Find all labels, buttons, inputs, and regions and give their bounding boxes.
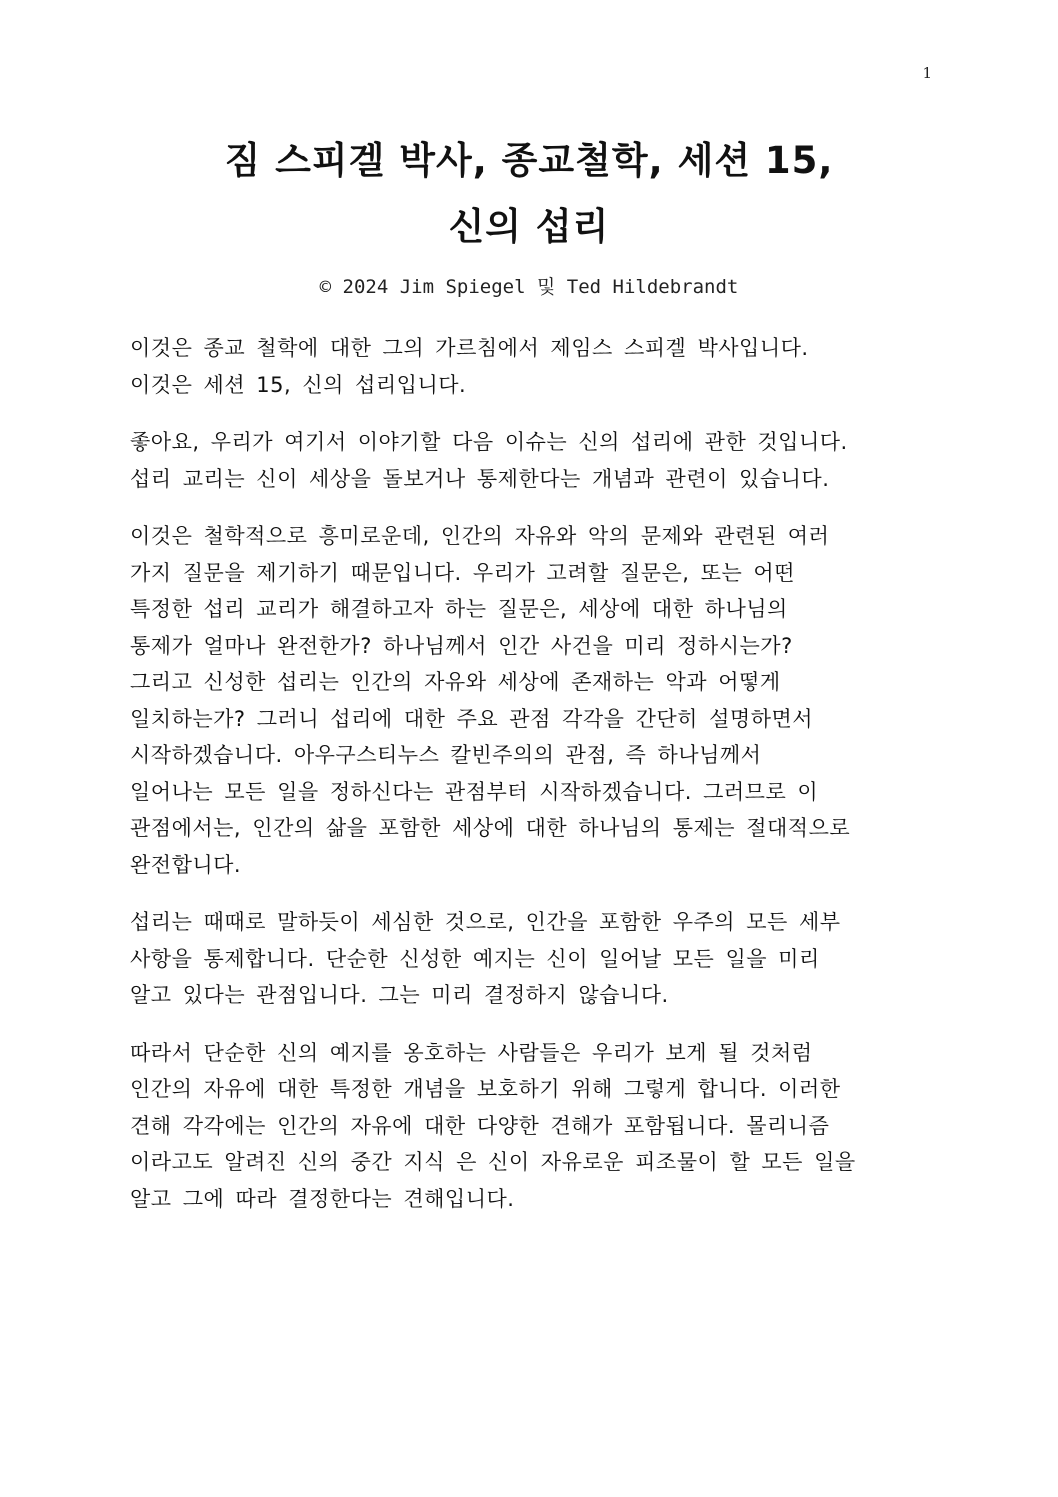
document-body <box>130 330 940 1238</box>
document-header <box>0 128 1058 299</box>
text-line: 시작하겠습니다. 아우구스티누스 칼빈주의의 관점, 즉 하나님께서 <box>130 743 762 767</box>
copyright-notice: © 2024 Jim Spiegel 및 Ted Hildebrandt <box>319 276 739 298</box>
text-line: 이것은 세션 15, 신의 섭리입니다. <box>130 372 467 397</box>
paragraph <box>130 330 940 403</box>
text-line: 관점에서는, 인간의 삶을 포함한 세상에 대한 하나님의 통제는 절대적으로 <box>130 816 851 840</box>
page-title-line-2: 신의 섭리 <box>448 205 610 248</box>
text-line: 그리고 신성한 섭리는 인간의 자유와 세상에 존재하는 악과 어떻게 <box>130 670 781 694</box>
page-title-line-1: 짐 스피겔 박사, 종교철학, 세션 15, <box>224 139 834 182</box>
text-line: 가지 질문을 제기하기 때문입니다. 우리가 고려할 질문은, 또는 어떤 <box>130 560 795 585</box>
text-line: 알고 그에 따라 결정한다는 견해입니다. <box>130 1186 515 1211</box>
text-line: 섭리는 때때로 말하듯이 세심한 것으로, 인간을 포함한 우주의 모든 세부 <box>130 910 841 934</box>
text-line: 완전합니다. <box>130 852 242 877</box>
paragraph <box>130 1035 940 1218</box>
text-line: 좋아요, 우리가 여기서 이야기할 다음 이슈는 신의 섭리에 관한 것입니다. <box>130 430 848 454</box>
paragraph <box>130 518 940 883</box>
paragraph <box>130 424 940 497</box>
text-line: 이것은 종교 철학에 대한 그의 가르침에서 제임스 스피겔 박사입니다. <box>130 336 809 360</box>
paragraph <box>130 904 940 1014</box>
text-line: 특정한 섭리 교리가 해결하고자 하는 질문은, 세상에 대한 하나님의 <box>130 597 788 621</box>
text-line: 이것은 철학적으로 흥미로운데, 인간의 자유와 악의 문제와 관련된 여러 <box>130 524 830 548</box>
text-line: 섭리 교리는 신이 세상을 돌보거나 통제한다는 개념과 관련이 있습니다. <box>130 466 830 491</box>
text-line: 인간의 자유에 대한 특정한 개념을 보호하기 위해 그렇게 합니다. 이러한 <box>130 1077 841 1101</box>
text-line: 통제가 얼마나 완전한가? 하나님께서 인간 사건을 미리 정하시는가? <box>130 633 793 658</box>
text-line: 일어나는 모든 일을 정하신다는 관점부터 시작하겠습니다. 그러므로 이 <box>130 779 819 804</box>
text-line: 일치하는가? 그러니 섭리에 대한 주요 관점 각각을 간단히 설명하면서 <box>130 706 814 731</box>
text-line: 알고 있다는 관점입니다. 그는 미리 결정하지 않습니다. <box>130 983 669 1007</box>
page-number: 1 <box>922 64 932 82</box>
text-line: 따라서 단순한 신의 예지를 옹호하는 사람들은 우리가 보게 될 것처럼 <box>130 1040 813 1065</box>
text-line: 견해 각각에는 인간의 자유에 대한 다양한 견해가 포함됩니다. 몰리니즘 <box>130 1113 830 1138</box>
text-line: 이라고도 알려진 신의 중간 지식 은 신이 자유로운 피조물이 할 모든 일을 <box>130 1150 856 1174</box>
text-line: 사항을 통제합니다. 단순한 신성한 예지는 신이 일어날 모든 일을 미리 <box>130 946 820 971</box>
